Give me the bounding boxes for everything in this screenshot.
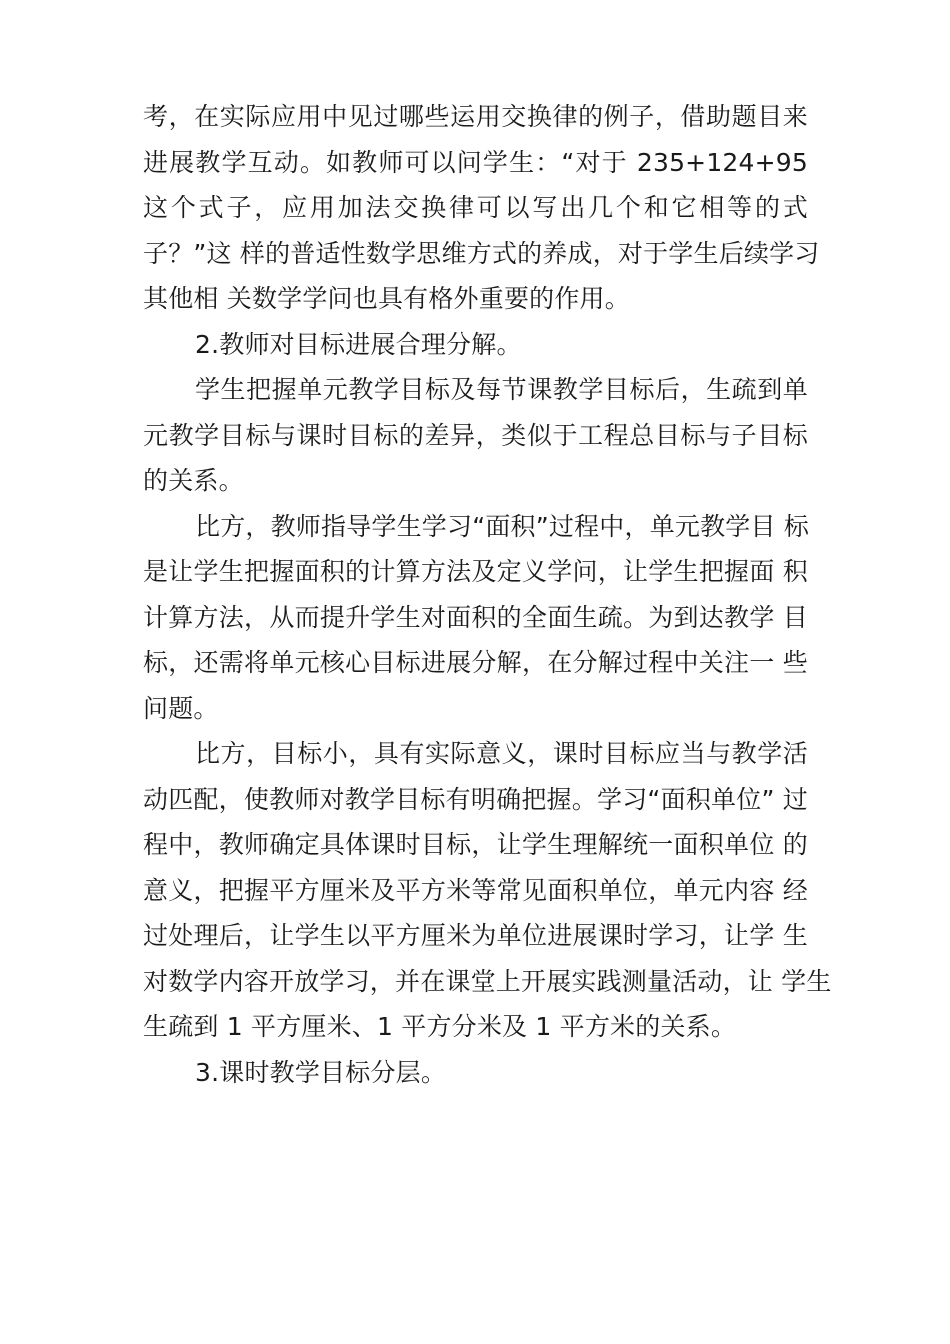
text-line: 生疏到 1 平方厘米、1 平方分米及 1 平方米的关系。 (143, 1012, 737, 1041)
text-line: 其他相 关数学学问也具有格外重要的作用。 (143, 284, 630, 313)
text-line: 子？”这 样的普适性数学思维方式的养成，对于学生后续学习 (143, 238, 820, 268)
text-line: 对数学内容开放学习，并在课堂上开展实践测量活动，让 学生 (143, 966, 832, 996)
text-line: 意义，把握平方厘米及平方米等常见面积单位，单元内容 经 (143, 875, 808, 905)
text-line: 这个式子，应用加法交换律可以写出几个和它相等的式 (143, 193, 808, 222)
text-line: 考，在实际应用中见过哪些运用交换律的例子，借助题目来 (143, 102, 808, 131)
text-line: 问题。 (143, 693, 219, 723)
text-line: 计算方法，从而提升学生对面积的全面生疏。为到达教学 目 (143, 602, 808, 632)
body-text (143, 94, 832, 1095)
text-line: 动匹配，使教师对教学目标有明确把握。学习“面积单位” 过 (143, 784, 808, 814)
section-heading: 2.教师对目标进展合理分解。 (195, 329, 522, 359)
text-line: 学生把握单元教学目标及每节课教学目标后，生疏到单 (195, 375, 808, 404)
text-line: 标，还需将单元核心目标进展分解，在分解过程中关注一 些 (143, 648, 808, 677)
text-line: 程中，教师确定具体课时目标，让学生理解统一面积单位 的 (143, 830, 808, 859)
text-line: 比方，目标小，具有实际意义，课时目标应当与教学活 (195, 739, 808, 768)
text-line: 元教学目标与课时目标的差异，类似于工程总目标与子目标 (143, 420, 808, 450)
text-line: 过处理后，让学生以平方厘米为单位进展课时学习，让学 生 (143, 921, 808, 950)
text-line: 的关系。 (143, 466, 244, 495)
section-heading: 3.课时教学目标分层。 (195, 1057, 447, 1087)
text-line: 进展教学互动。如教师可以问学生：“对于 235+124+95 (143, 147, 808, 177)
text-line: 是让学生把握面积的计算方法及定义学问，让学生把握面 积 (143, 557, 808, 586)
text-line: 比方，教师指导学生学习“面积”过程中，单元教学目 标 (195, 511, 810, 541)
